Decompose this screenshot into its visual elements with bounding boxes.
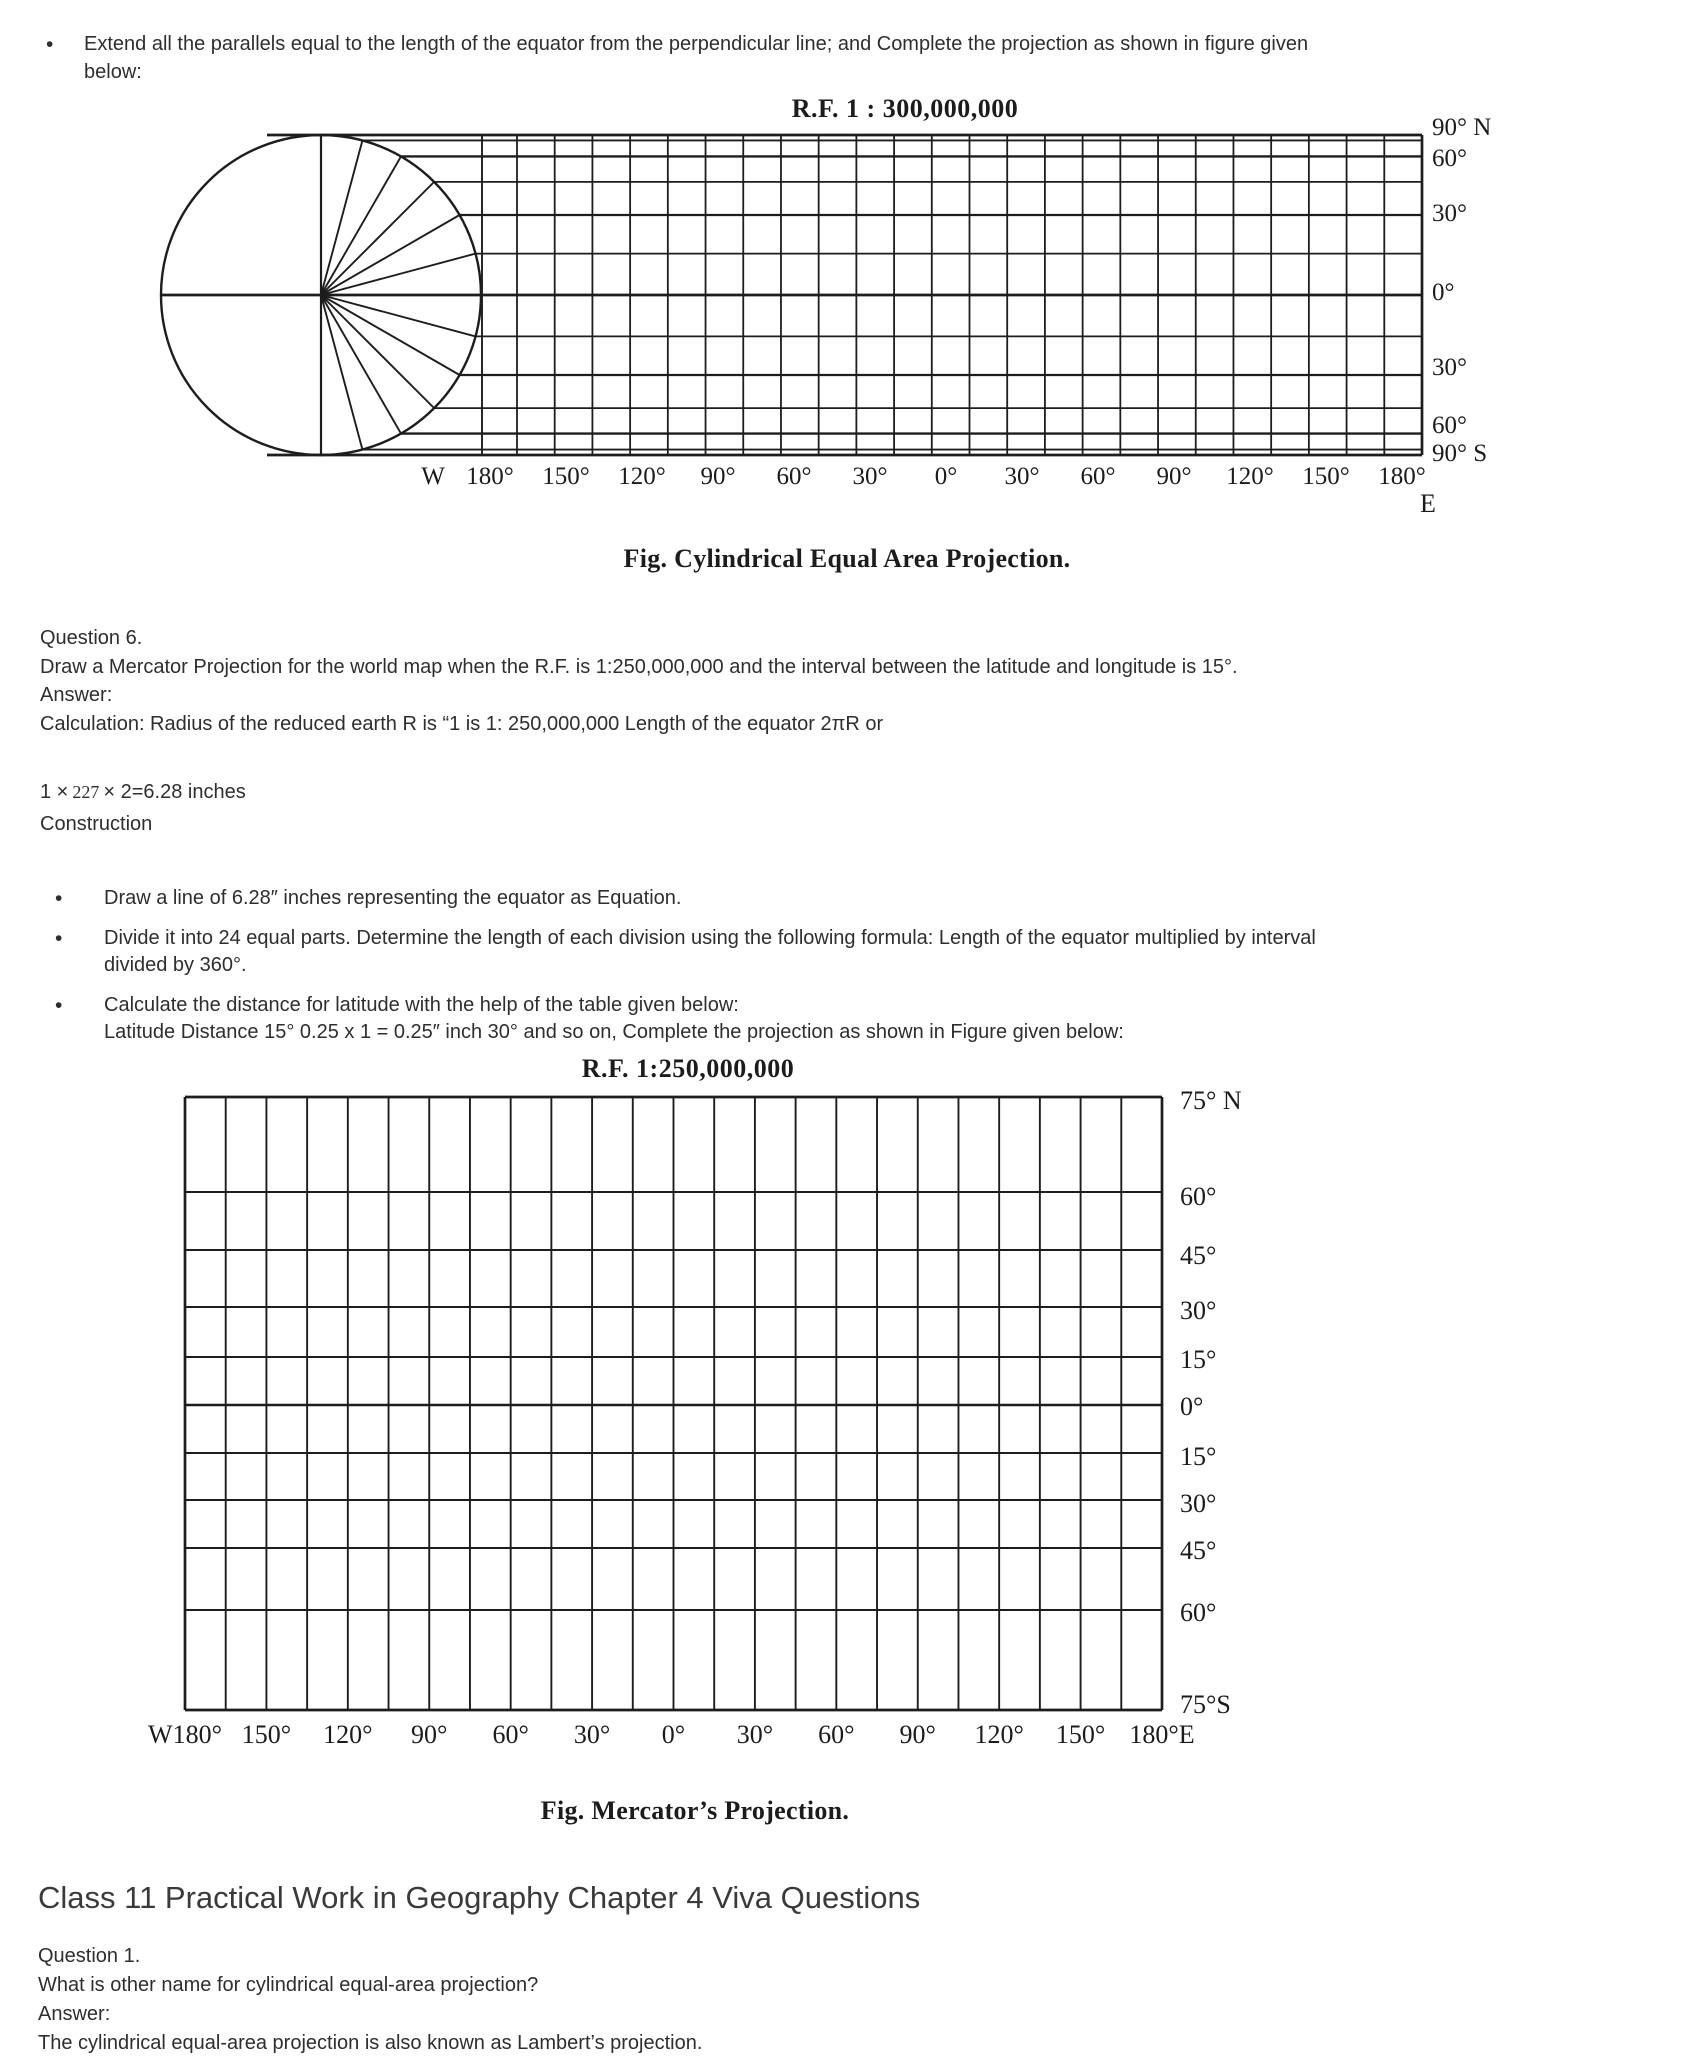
fig2-longitude-label: 90° bbox=[899, 1720, 936, 1749]
construction-bullets bbox=[55, 885, 1316, 1047]
fig2-longitude-label: 90° bbox=[411, 1720, 448, 1749]
fig1-longitude-label: 60° bbox=[1080, 463, 1116, 490]
fig1-longitude-label: 30° bbox=[852, 463, 888, 490]
bullet-line: divided by 360°. bbox=[104, 954, 247, 976]
fig2-longitude-label: 120° bbox=[974, 1720, 1024, 1749]
bullet-line: Calculate the distance for latitude with the help of the table given below: bbox=[104, 993, 739, 1016]
fig2-latitude-label: 75° N bbox=[1180, 1086, 1242, 1115]
formula-fraction: 227 bbox=[72, 782, 100, 802]
fig2-latitude-label: 15° bbox=[1180, 1345, 1217, 1374]
fig1-longitude-label: 180° bbox=[466, 463, 514, 490]
fig1-longitude-label: 150° bbox=[542, 463, 590, 490]
fig1-latitude-label: 30° bbox=[1432, 354, 1467, 381]
fig1-latitude-label: 90° S bbox=[1432, 440, 1488, 467]
viva-heading: Class 11 Practical Work in Geography Chapter 4 Viva Questions bbox=[38, 1880, 921, 1915]
fig2-longitude-label: 120° bbox=[323, 1720, 373, 1749]
fig1-east-label: E bbox=[1420, 489, 1436, 518]
bullet-icon: • bbox=[46, 33, 54, 56]
fig2-longitude-label: 180°E bbox=[1129, 1720, 1195, 1749]
construction-label: Construction bbox=[40, 813, 153, 835]
grid-line bbox=[321, 295, 476, 336]
intro-bullet-line: below: bbox=[84, 60, 142, 83]
fig1-latitude-label: 60° bbox=[1432, 412, 1467, 439]
fig2-longitude-label: W180° bbox=[148, 1720, 222, 1749]
question6-block bbox=[40, 624, 1238, 738]
fig2-longitude-label: 60° bbox=[818, 1720, 855, 1749]
bullet-line: Draw a line of 6.28″ inches representing the equator as Equation. bbox=[104, 887, 682, 909]
fig2-latitude-label: 15° bbox=[1180, 1442, 1217, 1471]
fig1-longitude-label: 30° bbox=[1004, 463, 1040, 490]
fig1-longitude-label: 120° bbox=[618, 463, 666, 490]
formula-suffix: × 2=6.28 inches bbox=[103, 781, 246, 803]
fig2-latitude-label: 75°S bbox=[1180, 1690, 1231, 1719]
fig2-latitude-label: 60° bbox=[1180, 1598, 1217, 1627]
figure1-title: R.F. 1 : 300,000,000 bbox=[791, 94, 1019, 123]
question6-text: Draw a Mercator Projection for the world map when the R.F. is 1:250,000,000 and the interval between the latitude and longitude is 15°. bbox=[40, 655, 1238, 678]
fig2-longitude-label: 150° bbox=[241, 1720, 292, 1749]
figure2-title: R.F. 1:250,000,000 bbox=[581, 1054, 795, 1083]
bullet-item bbox=[55, 885, 1316, 913]
grid-line bbox=[321, 140, 362, 295]
answer1-text: The cylindrical equal-area projection is also known as Lambert’s projection. bbox=[38, 2032, 703, 2054]
bullet-item bbox=[55, 992, 1316, 1047]
fig2-longitude-label: 30° bbox=[573, 1720, 611, 1749]
fig1-longitude-label: 60° bbox=[776, 463, 812, 490]
fig2-latitude-label: 30° bbox=[1180, 1489, 1217, 1518]
fig2-longitude-label: 150° bbox=[1055, 1720, 1106, 1749]
bullet-text bbox=[104, 925, 1316, 980]
fig2-latitude-label: 30° bbox=[1180, 1296, 1217, 1325]
formula-prefix: 1 × bbox=[40, 781, 69, 803]
fig1-latitude-label: 60° bbox=[1432, 145, 1467, 172]
figure2-caption: Fig. Mercator’s Projection. bbox=[540, 1796, 850, 1825]
fig1-latitude-label: 30° bbox=[1432, 200, 1467, 227]
fig1-latitude-label: 90° N bbox=[1432, 114, 1492, 141]
bullet-text bbox=[104, 992, 1124, 1047]
bullet-item bbox=[55, 925, 1316, 980]
fig2-latitude-label: 45° bbox=[1180, 1536, 1217, 1565]
fig2-longitude-label: 30° bbox=[736, 1720, 774, 1749]
question1-text: What is other name for cylindrical equal-area projection? bbox=[38, 1974, 539, 1996]
question1-label: Question 1. bbox=[38, 1945, 141, 1967]
viva-question1-block bbox=[38, 1942, 702, 2058]
fig1-longitude-label: 90° bbox=[1156, 463, 1192, 490]
grid-line bbox=[321, 254, 476, 295]
figure1-caption: Fig. Cylindrical Equal Area Projection. bbox=[623, 544, 1071, 573]
answer-label: Answer: bbox=[38, 2003, 111, 2025]
fig1-longitude-label: 0° bbox=[934, 463, 958, 490]
fig1-latitude-label: 0° bbox=[1432, 279, 1455, 306]
bullet-line: Latitude Distance 15° 0.25 x 1 = 0.25″ inch 30° and so on, Complete the projection as shown in Figure given below: bbox=[104, 1021, 1124, 1043]
grid-line bbox=[321, 295, 362, 450]
bullet-line: Divide it into 24 equal parts. Determine the length of each division using the following formula: Length of the equator multiplied by interval bbox=[104, 926, 1316, 949]
fig1-longitude-label: 150° bbox=[1302, 463, 1350, 490]
fig1-west-label: W bbox=[421, 463, 445, 490]
fig2-latitude-label: 45° bbox=[1180, 1241, 1217, 1270]
intro-bullet-line: Extend all the parallels equal to the length of the equator from the perpendicular line; and Complete the projection as shown in figure given bbox=[84, 33, 1309, 55]
fig2-latitude-label: 60° bbox=[1180, 1182, 1217, 1211]
fig1-longitude-label: 180° bbox=[1378, 463, 1426, 490]
calculation-text: Calculation: Radius of the reduced earth R is “1 is 1: 250,000,000 Length of the equator 2πR or bbox=[40, 712, 884, 735]
fig2-longitude-label: 0° bbox=[661, 1720, 686, 1749]
fig1-longitude-label: 90° bbox=[700, 463, 736, 490]
fig2-latitude-label: 0° bbox=[1180, 1392, 1204, 1421]
fig1-longitude-label: 120° bbox=[1226, 463, 1274, 490]
formula-line bbox=[40, 781, 246, 804]
fig2-longitude-label: 60° bbox=[492, 1720, 529, 1749]
bullet-text bbox=[104, 885, 681, 913]
answer-label: Answer: bbox=[40, 684, 113, 706]
bullet-icon: • bbox=[55, 887, 63, 910]
bullet-icon: • bbox=[55, 993, 63, 1017]
bullet-icon: • bbox=[55, 926, 63, 950]
question6-label: Question 6. bbox=[40, 627, 143, 649]
